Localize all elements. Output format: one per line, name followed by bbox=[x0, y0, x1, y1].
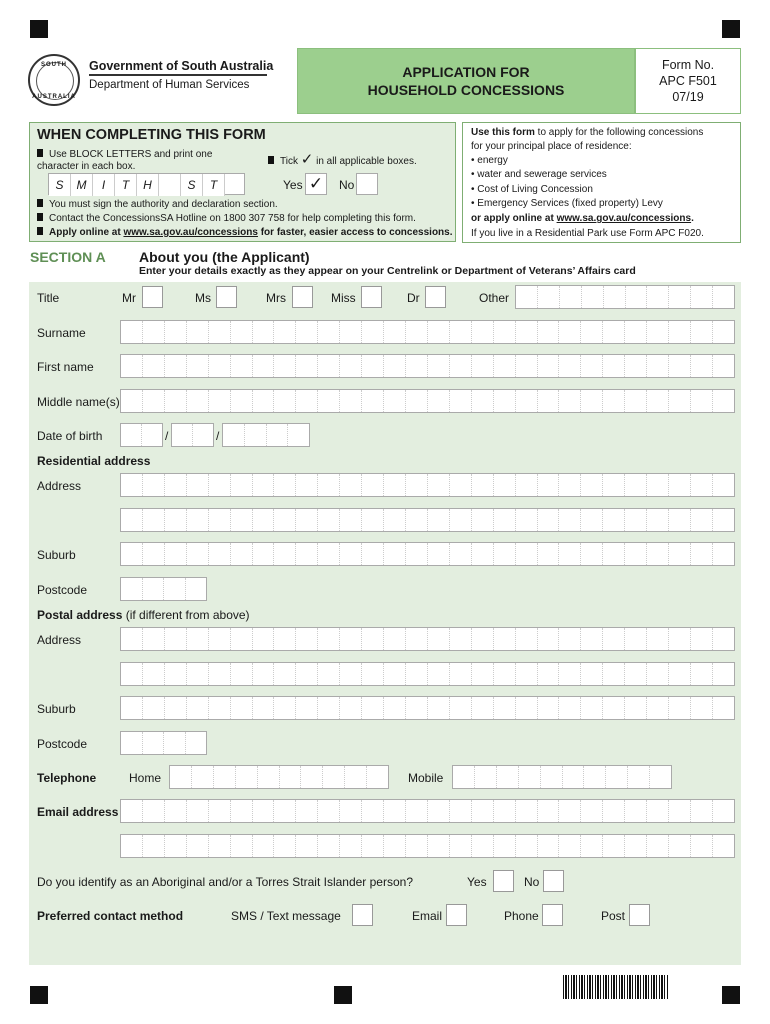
title-miss-checkbox[interactable] bbox=[361, 286, 382, 308]
telephone-label: Telephone bbox=[37, 771, 97, 785]
suburb-label: Suburb bbox=[37, 702, 76, 716]
info-item: • Emergency Services (fixed property) Levy bbox=[471, 198, 663, 209]
title-ms-checkbox[interactable] bbox=[216, 286, 237, 308]
registration-mark bbox=[334, 986, 352, 1004]
address-label: Address bbox=[37, 633, 82, 647]
title-mrs-checkbox[interactable] bbox=[292, 286, 313, 308]
form-number-box: Form No. APC F501 07/19 bbox=[635, 48, 741, 114]
sample-yes-box: ✓ bbox=[305, 173, 327, 195]
title-mr-checkbox[interactable] bbox=[142, 286, 163, 308]
dob-month-input[interactable] bbox=[171, 423, 214, 447]
suburb-label: Suburb bbox=[37, 548, 76, 562]
concessions-link[interactable]: www.sa.gov.au/concessions bbox=[123, 227, 258, 238]
postal-postcode-input[interactable] bbox=[120, 731, 207, 755]
section-a-label: SECTION A bbox=[30, 249, 106, 265]
aboriginal-no-checkbox[interactable] bbox=[543, 870, 564, 892]
postal-address-line2-input[interactable] bbox=[120, 662, 735, 686]
registration-mark bbox=[722, 986, 740, 1004]
section-a-title: About you (the Applicant) bbox=[139, 249, 310, 265]
instruction-tick: Tick ✓ in all applicable boxes. bbox=[268, 154, 417, 168]
home-phone-input[interactable] bbox=[169, 765, 389, 789]
dob-year-input[interactable] bbox=[222, 423, 310, 447]
sample-no-box bbox=[356, 173, 378, 195]
address-label: Address bbox=[37, 479, 82, 493]
residential-postcode-input[interactable] bbox=[120, 577, 207, 601]
form-title-line2: HOUSEHOLD CONCESSIONS bbox=[367, 82, 565, 98]
contact-post-checkbox[interactable] bbox=[629, 904, 650, 926]
title-other-input[interactable] bbox=[515, 285, 735, 309]
email-line1-input[interactable] bbox=[120, 799, 735, 823]
info-item: • water and sewerage services bbox=[471, 169, 607, 180]
sample-yes-label: Yes bbox=[283, 178, 303, 192]
mobile-label: Mobile bbox=[408, 771, 444, 785]
dob-day-input[interactable] bbox=[120, 423, 163, 447]
postal-address-line1-input[interactable] bbox=[120, 627, 735, 651]
title-dr-checkbox[interactable] bbox=[425, 286, 446, 308]
email-label: Email address bbox=[37, 805, 119, 819]
residential-address-line1-input[interactable] bbox=[120, 473, 735, 497]
residential-address-line2-input[interactable] bbox=[120, 508, 735, 532]
instruction-sign: You must sign the authority and declaration section. bbox=[37, 199, 278, 211]
sample-letter-boxes: S M I T H S T bbox=[48, 173, 245, 195]
postcode-label: Postcode bbox=[37, 737, 88, 751]
registration-mark bbox=[722, 20, 740, 38]
instructions-title: WHEN COMPLETING THIS FORM bbox=[37, 127, 266, 143]
section-a-subtitle: Enter your details exactly as they appear on your Centrelink or Department of Veterans’ Affairs card bbox=[139, 265, 636, 277]
email-line2-input[interactable] bbox=[120, 834, 735, 858]
preferred-contact-heading: Preferred contact method bbox=[37, 909, 184, 923]
info-item: • Cost of Living Concession bbox=[471, 184, 593, 195]
contact-email-checkbox[interactable] bbox=[446, 904, 467, 926]
dob-label: Date of birth bbox=[37, 429, 103, 443]
surname-label: Surname bbox=[37, 326, 86, 340]
instruction-apply-online: Apply online at www.sa.gov.au/concessions for faster, easier access to concessions. bbox=[37, 227, 453, 239]
form-number: APC F501 bbox=[659, 74, 717, 88]
government-name: Government of South Australia bbox=[89, 59, 274, 73]
surname-input[interactable] bbox=[120, 320, 735, 344]
title-label: Title bbox=[37, 291, 60, 305]
registration-mark bbox=[30, 20, 48, 38]
concessions-link[interactable]: www.sa.gov.au/concessions bbox=[556, 213, 692, 224]
postal-address-heading: Postal address (if different from above) bbox=[37, 608, 250, 622]
first-name-label: First name bbox=[37, 360, 94, 374]
aboriginal-yes-checkbox[interactable] bbox=[493, 870, 514, 892]
registration-mark bbox=[30, 986, 48, 1004]
middle-names-label: Middle name(s) bbox=[37, 395, 120, 409]
residential-address-heading: Residential address bbox=[37, 454, 151, 468]
divider bbox=[89, 74, 267, 76]
sample-no-label: No bbox=[339, 178, 355, 192]
middle-names-input[interactable] bbox=[120, 389, 735, 413]
aboriginal-question: Do you identify as an Aboriginal and/or a Torres Strait Islander person? bbox=[37, 875, 413, 889]
postal-suburb-input[interactable] bbox=[120, 696, 735, 720]
contact-phone-checkbox[interactable] bbox=[542, 904, 563, 926]
contact-sms-checkbox[interactable] bbox=[352, 904, 373, 926]
department-name: Department of Human Services bbox=[89, 79, 250, 91]
mobile-phone-input[interactable] bbox=[452, 765, 672, 789]
residential-suburb-input[interactable] bbox=[120, 542, 735, 566]
barcode bbox=[563, 975, 669, 999]
instruction-hotline: Contact the ConcessionsSA Hotline on 1800 307 758 for help completing this form. bbox=[37, 213, 416, 225]
applicant-form bbox=[29, 282, 741, 965]
form-date: 07/19 bbox=[672, 90, 704, 104]
first-name-input[interactable] bbox=[120, 354, 735, 378]
state-seal-logo: SOUTH AUSTRALIA bbox=[28, 54, 80, 106]
postcode-label: Postcode bbox=[37, 583, 88, 597]
home-label: Home bbox=[129, 771, 162, 785]
form-title-line1: APPLICATION FOR bbox=[402, 64, 530, 80]
form-title-box bbox=[297, 48, 635, 114]
info-item: • energy bbox=[471, 155, 508, 166]
instruction-block-letters: Use BLOCK LETTERS and print one character in each box. bbox=[37, 149, 213, 172]
